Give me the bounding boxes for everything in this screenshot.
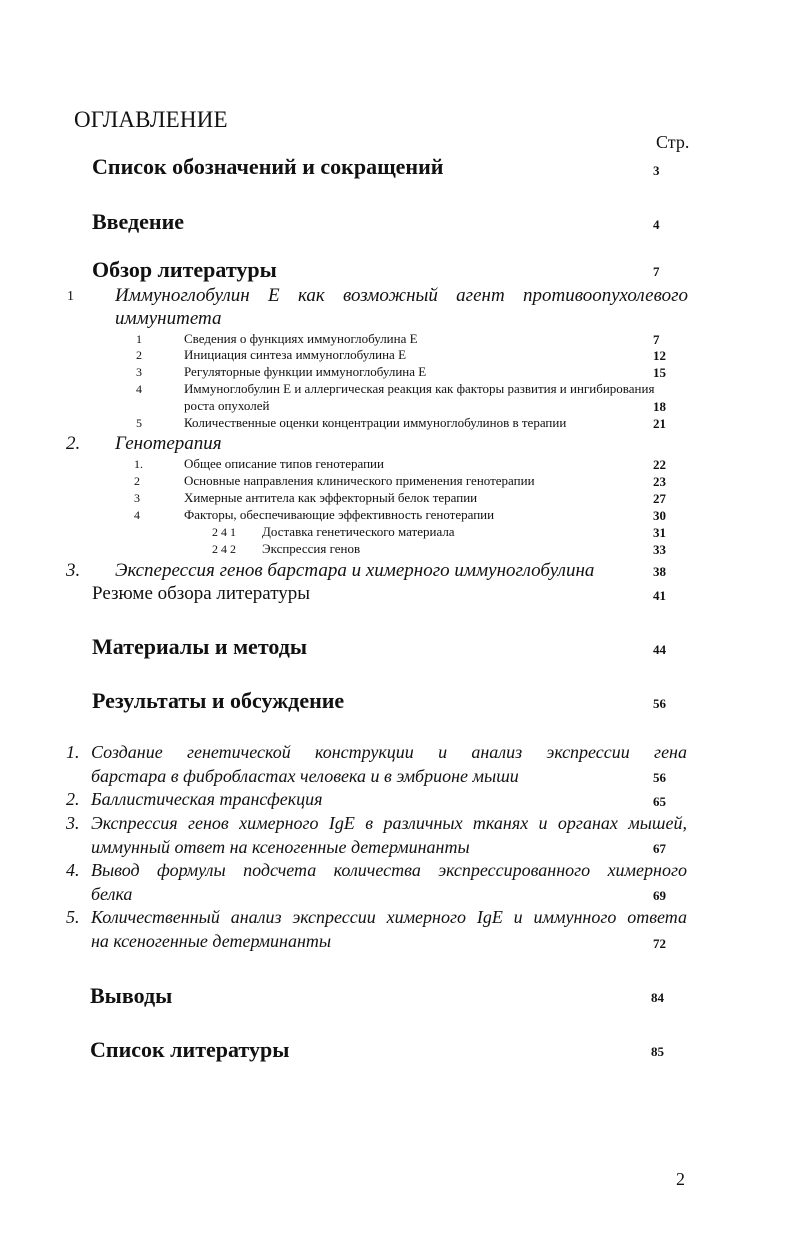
toc-page-summary: 41 — [653, 588, 666, 603]
toc-results-item-line1: Количественный анализ экспрессии химерного IgE и иммунного ответа — [91, 907, 687, 927]
toc-entry-summary: Резюме обзора литературы — [92, 583, 311, 604]
toc-ch1-item-page: 12 — [653, 348, 666, 363]
toc-results-item-line1: Создание генетической конструкции и анализ экспрессии гена — [91, 742, 687, 762]
toc-results-item-line2: белка — [91, 884, 133, 904]
toc-ch1-item-page: 21 — [653, 416, 666, 431]
toc-page-references: 85 — [651, 1044, 664, 1059]
toc-entry-conclusions: Выводы — [90, 983, 173, 1008]
toc-ch1-item-num: 1 — [136, 332, 142, 346]
toc-ch2-num: 2. — [66, 433, 81, 454]
toc-ch1-item-num: 2 — [136, 348, 142, 362]
toc-ch2-item-num: 4 — [134, 508, 140, 522]
toc-ch2-item-num: 2 — [134, 474, 140, 488]
toc-entry-references: Список литературы — [90, 1037, 290, 1062]
toc-ch2-item-page: 27 — [653, 491, 666, 506]
toc-ch1-item-text: Регуляторные функции иммуноглобулина Е — [184, 364, 427, 379]
toc-ch2-item-text: Химерные антитела как эффекторный белок терапии — [184, 490, 478, 505]
toc-ch3-title: Эксперессия генов барстара и химерного иммуноглобулина — [115, 560, 595, 581]
toc-title: ОГЛАВЛЕНИЕ — [74, 107, 228, 132]
toc-results-item-page: 67 — [653, 841, 666, 856]
toc-page-methods: 44 — [653, 642, 666, 657]
toc-results-item-line1: Баллистическая трансфекция — [91, 789, 323, 809]
toc-results-item-page: 72 — [653, 936, 666, 951]
toc-entry-methods: Материалы и методы — [92, 634, 308, 659]
toc-ch2-subitem-num: 2 4 2 — [212, 542, 236, 556]
toc-ch2-item-text: Факторы, обеспечивающие эффективность генотерапии — [184, 507, 495, 522]
toc-ch2-item-num: 3 — [134, 491, 140, 505]
toc-ch1-item-text: Количественные оценки концентрации иммуноглобулинов в терапии — [184, 415, 567, 430]
toc-ch1-title-line2: иммунитета — [115, 308, 222, 329]
toc-ch2-item-page: 23 — [653, 474, 666, 489]
toc-results-item-page: 65 — [653, 794, 666, 809]
toc-ch1-item-text-line2: роста опухолей — [184, 398, 270, 413]
toc-ch2-subitem-text: Экспрессия генов — [262, 541, 361, 556]
toc-ch1-item-num: 3 — [136, 365, 142, 379]
toc-results-item-line2: на ксеногенные детерминанты — [91, 931, 332, 951]
toc-ch1-item-text: Иммуноглобулин Е и аллергическая реакция как факторы развития и ингибирования — [184, 381, 655, 396]
toc-ch2-subitem-page: 31 — [653, 525, 666, 540]
toc-ch2-title: Генотерапия — [115, 433, 222, 454]
toc-ch1-item-text: Сведения о функциях иммуноглобулина Е — [184, 331, 418, 346]
toc-ch2-item-text: Основные направления клинического применения генотерапии — [184, 473, 535, 488]
toc-ch1-item-page: 18 — [653, 399, 666, 414]
toc-ch2-subitem-num: 2 4 1 — [212, 525, 236, 539]
toc-entry-results: Результаты и обсуждение — [92, 688, 345, 713]
toc-results-item-num: 4. — [66, 860, 80, 880]
toc-ch1-num: 1 — [67, 289, 74, 304]
toc-ch1-item-num: 4 — [136, 382, 142, 396]
toc-ch2-subitem-text: Доставка генетического материала — [262, 524, 455, 539]
toc-page-abbrev: 3 — [653, 163, 660, 178]
toc-ch1-item-page: 15 — [653, 365, 666, 380]
toc-results-item-line2: барстара в фибробластах человека и в эмбрионе мыши — [91, 766, 519, 786]
toc-entry-intro: Введение — [92, 209, 185, 234]
toc-ch2-subitem-page: 33 — [653, 542, 666, 557]
toc-results-item-page: 69 — [653, 888, 666, 903]
toc-ch2-item-page: 22 — [653, 457, 666, 472]
toc-ch3-num: 3. — [66, 560, 81, 581]
toc-ch1-item-text: Инициация синтеза иммуноглобулина Е — [184, 347, 407, 362]
toc-page-review: 7 — [653, 264, 660, 279]
page-number: 2 — [676, 1169, 685, 1189]
toc-ch1-item-page: 7 — [653, 332, 660, 347]
toc-entry-abbrev: Список обозначений и сокращений — [92, 154, 444, 179]
toc-results-item-line1: Экспрессия генов химерного IgE в различных тканях и органах мышей, — [91, 813, 687, 833]
toc-page-results: 56 — [653, 696, 666, 711]
toc-results-item-num: 2. — [66, 789, 80, 809]
toc-results-item-line1: Вывод формулы подсчета количества экспрессированного химерного — [91, 860, 687, 880]
toc-page-intro: 4 — [653, 217, 660, 232]
toc-ch2-item-text: Общее описание типов генотерапии — [184, 456, 384, 471]
toc-results-item-page: 56 — [653, 770, 666, 785]
toc-results-item-num: 3. — [66, 813, 80, 833]
toc-results-item-line2: иммунный ответ на ксеногенные детерминанты — [91, 837, 470, 857]
toc-ch2-item-page: 30 — [653, 508, 666, 523]
toc-results-item-num: 1. — [66, 742, 80, 762]
toc-ch1-item-num: 5 — [136, 416, 142, 430]
toc-ch1-title-line1: Иммуноглобулин Е как возможный агент противоопухолевого — [115, 285, 688, 306]
toc-page-conclusions: 84 — [651, 990, 664, 1005]
toc-results-item-num: 5. — [66, 907, 80, 927]
page-column-label: Стр. — [656, 132, 690, 152]
toc-ch3-page: 38 — [653, 564, 666, 579]
toc-ch2-item-num: 1. — [134, 457, 143, 471]
toc-entry-review: Обзор литературы — [92, 257, 277, 282]
